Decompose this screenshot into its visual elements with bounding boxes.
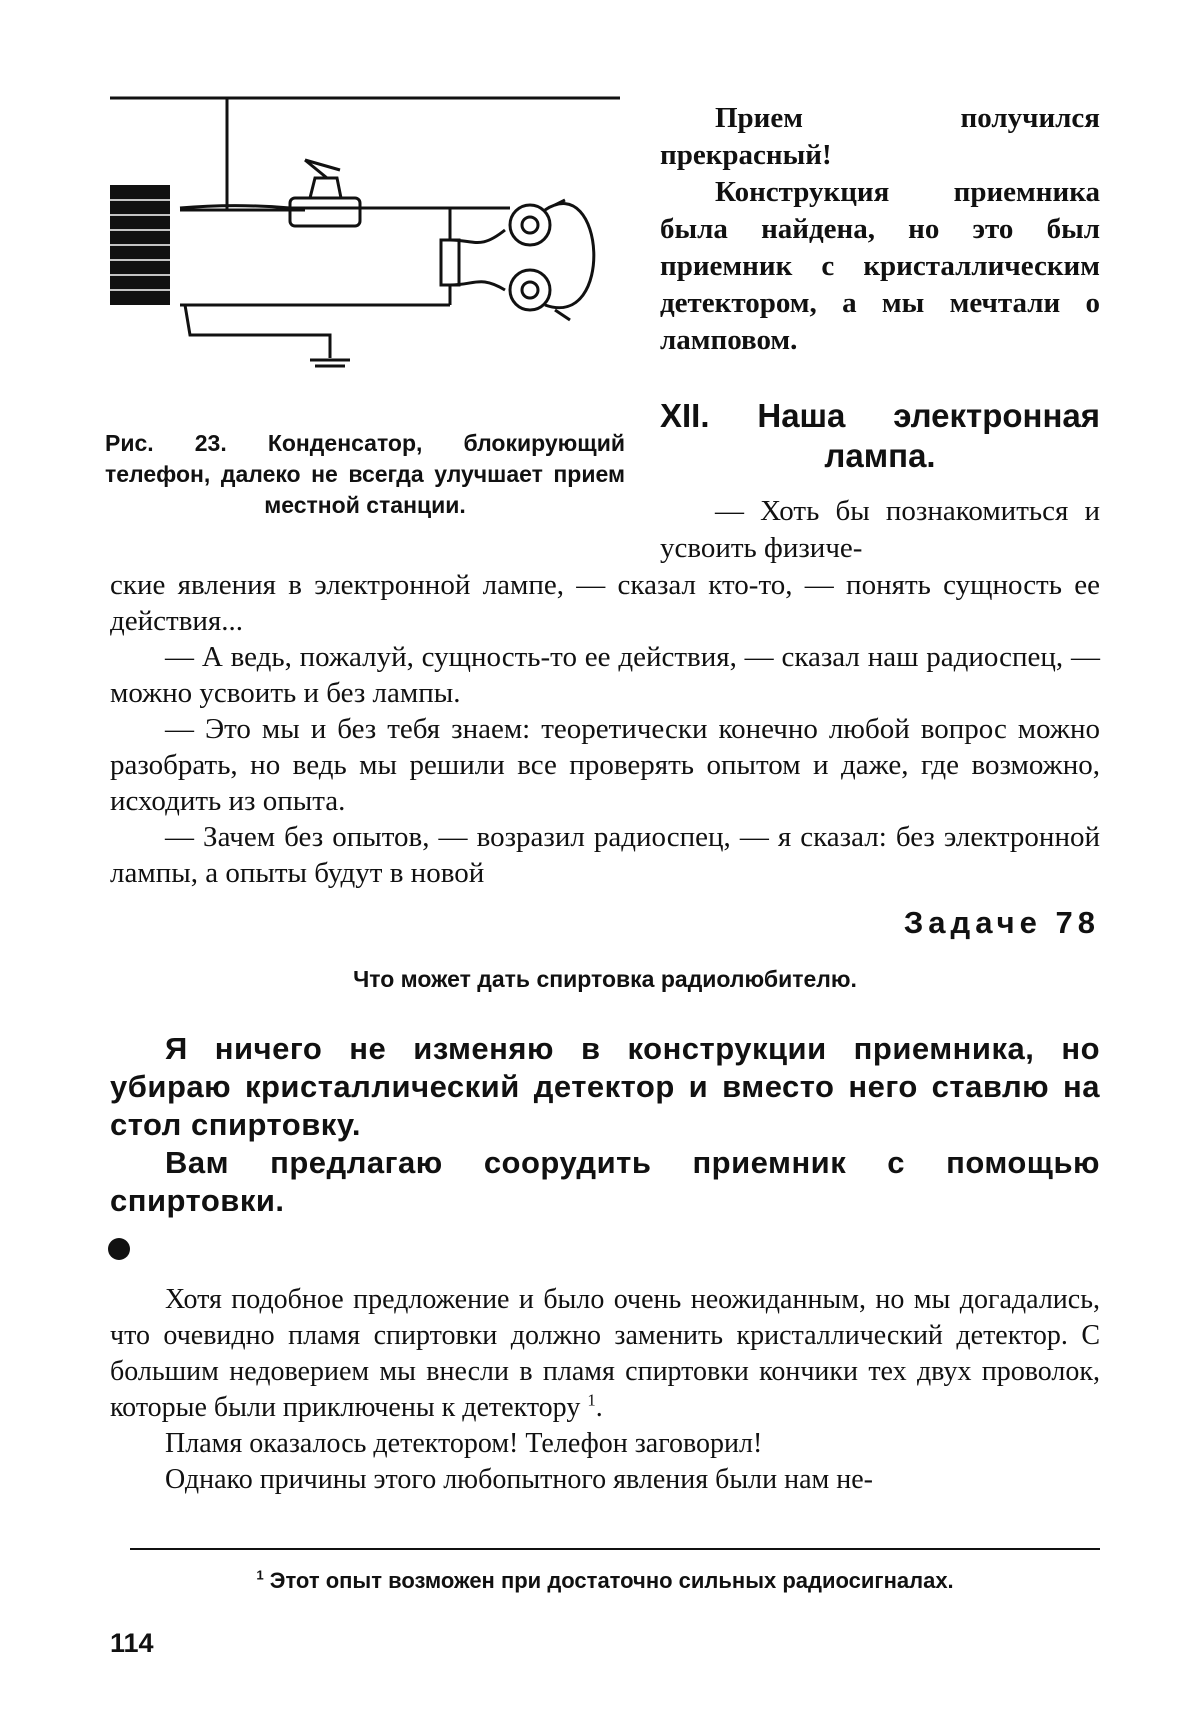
paragraph: Я ничего не изменяю в конструкции приемника, но убираю кристаллический детектор и вместо него ставлю на стол спиртовку. [110,1031,1100,1142]
paragraph-end: . [595,1392,603,1423]
body-text-2 [110,1282,1100,1498]
footnote-text: Этот опыт возможен при достаточно сильных радиосигналах. [269,1568,954,1593]
blocking-capacitor [441,240,459,285]
task-title: Что может дать спиртовка радиолюбителю. [353,966,857,992]
right-column-text [660,100,1100,359]
chapter-title: XII. Наша электронная лампа. [660,397,1100,474]
paragraph: — Это мы и без тебя знаем: теоретически конечно любой вопрос можно разобрать, но ведь мы решили все проверять опытом и даже, где возможно, исходить из опыта. [110,713,1100,817]
headphone-top [510,205,550,245]
paragraph: Конструкция приемника была найдена, но это был приемник с кристаллическим детектором, а мы мечтали о ламповом. [660,176,1100,356]
paragraph: — А ведь, пожалуй, сущность-то ее действия, — сказал наш радиоспец, — можно усвоить и без лампы. [110,641,1100,709]
paragraph: Пламя оказалось детектором! Телефон заговорил! [165,1428,763,1459]
paragraph-text: Хотя подобное предложение и было очень неожиданным, но мы догадались, что очевидно пламя спиртовки должно заменить кристаллический детектор. С большим недоверием мы внесли в пламя спиртовки кончики тех двух проволок, которые были приключены к детектору [110,1284,1100,1423]
bullet-icon [108,1238,130,1260]
footnote-divider [130,1548,1100,1550]
crystal-detector [290,198,360,226]
headphone-bottom [510,270,550,310]
paragraph: Однако причины этого любопытного явления были нам не- [165,1464,873,1495]
footnote [110,1568,1100,1594]
body-text-1 [110,567,1100,891]
circuit-figure [105,90,625,405]
task-label: Задаче 78 [903,905,1100,940]
task-body [110,1030,1100,1220]
paragraph [110,1282,1100,1426]
page-number: 114 [110,1628,154,1658]
paragraph: ские явления в электронной лампе, — сказал кто-то, — понять сущность ее действия... [110,569,1100,637]
paragraph: Прием получился прекрасный! [660,102,1100,171]
paragraph: Вам предлагаю соорудить приемник с помощью спиртовки. [110,1145,1100,1218]
footnote-marker: 1 [256,1567,264,1583]
dialog-start: — Хоть бы познакомиться и усвоить физиче- [660,495,1100,564]
footnote-ref: 1 [587,1390,596,1410]
figure-caption: Рис. 23. Конденсатор, блокирующий телефон, далеко не всегда улучшает прием местной станции. [105,430,625,518]
paragraph: — Зачем без опытов, — возразил радиоспец, — я сказал: без электронной лампы, а опыты будут в новой [110,821,1100,889]
